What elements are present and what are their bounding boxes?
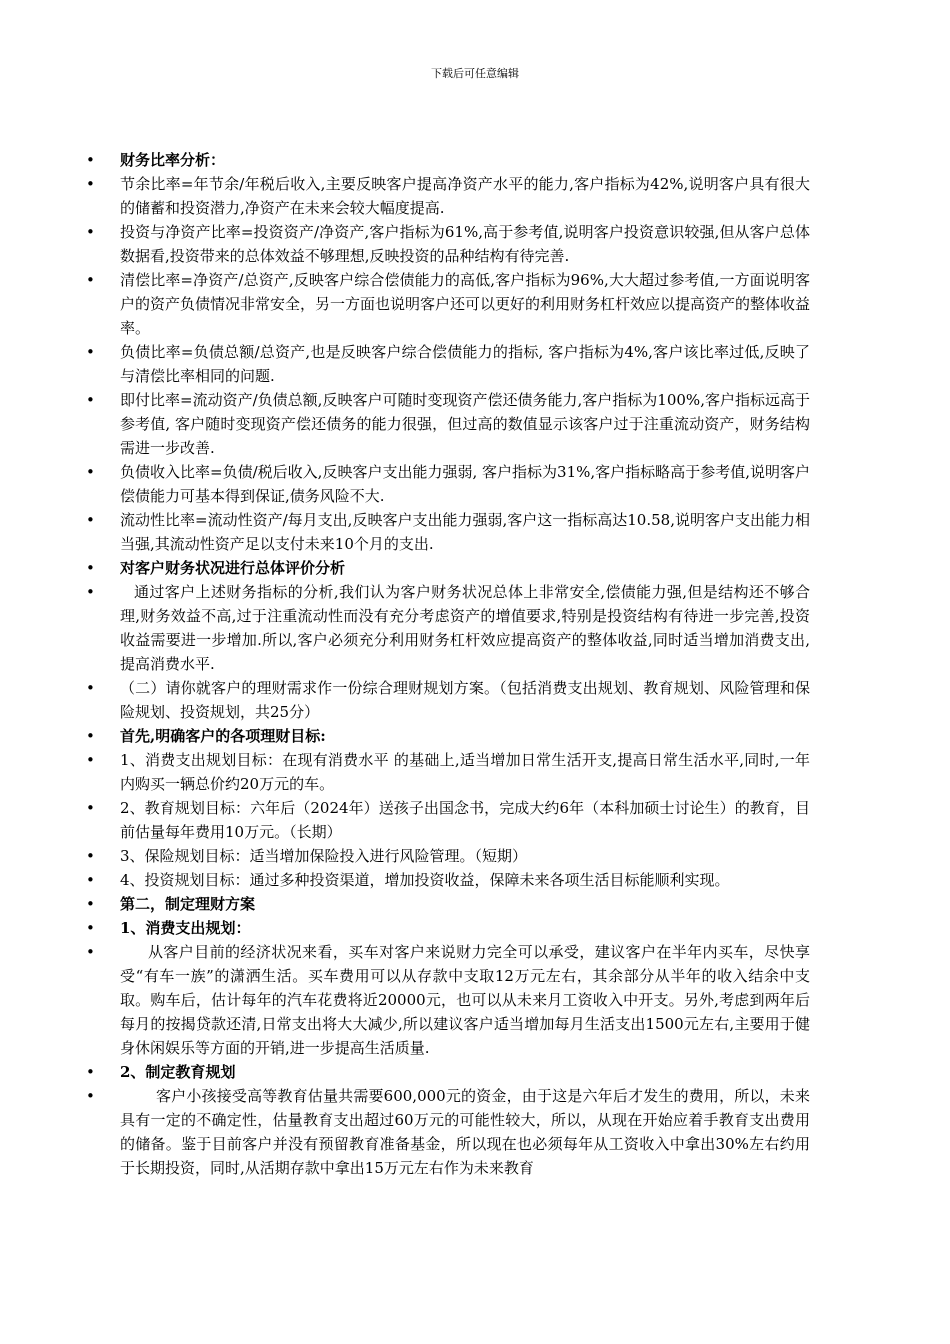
section-heading-text: 首先,明确客户的各项理财目标: bbox=[120, 727, 326, 745]
section-heading bbox=[86, 1060, 810, 1084]
paragraph-text: 负债收入比率=负债/税后收入,反映客户支出能力强弱, 客户指标为31%,客户指标略高于参考值,说明客户偿债能力可基本得到保证,债务风险不大. bbox=[120, 463, 810, 505]
paragraph-text: 3、保险规划目标：适当增加保险投入进行风险管理。（短期） bbox=[120, 847, 528, 865]
paragraph-text: 客户小孩接受高等教育估量共需要600,000元的资金，由于这是六年后才发生的费用，所以，未来具有一定的不确定性，估量教育支出超过60万元的可能性较大，所以，从现在开始应着手教育支出费用的储备。鉴于目前客户并没有预留教育准备基金，所以现在也必须每年从工资收入中拿出30%左右约用于长期投资，同时,从活期存款中拿出15万元左右作为未来教育 bbox=[120, 1087, 810, 1177]
list-item bbox=[86, 844, 810, 868]
section-heading-text: 财务比率分析： bbox=[120, 151, 226, 169]
bullet-icon: • bbox=[86, 1063, 95, 1081]
section-heading bbox=[86, 556, 810, 580]
bullet-icon: • bbox=[86, 151, 95, 169]
bullet-icon: • bbox=[86, 511, 95, 529]
list-item bbox=[86, 868, 810, 892]
paragraph-text: 投资与净资产比率=投资资产/净资产,客户指标为61%,高于参考值,说明客户投资意识较强,但从客户总体数据看,投资带来的总体效益不够理想,反映投资的品种结构有待完善. bbox=[120, 223, 810, 265]
paragraph-text: 节余比率=年节余/年税后收入,主要反映客户提高净资产水平的能力,客户指标为42%,说明客户具有很大的储蓄和投资潜力,净资产在未来会较大幅度提高. bbox=[120, 175, 810, 217]
bullet-icon: • bbox=[86, 1087, 95, 1105]
bullet-icon: • bbox=[86, 175, 95, 193]
bullet-icon: • bbox=[86, 391, 95, 409]
paragraph-text: 从客户目前的经济状况来看，买车对客户来说财力完全可以承受，建议客户在半年内买车，尽快享受“有车一族”的潇洒生活。买车费用可以从存款中支取12万元左右，其余部分从半年的收入结余中支取。购车后，估计每年的汽车花费将近20000元，也可以从未来月工资收入中开支。另外,考虑到两年后每月的按揭贷款还清,日常支出将大大减少,所以建议客户适当增加每月生活支出1500元左右,主要用于健身休闲娱乐等方面的开销,进一步提高生活质量. bbox=[120, 943, 810, 1057]
page-header-note: 下载后可任意编辑 bbox=[431, 67, 519, 80]
section-heading-text: 对客户财务状况进行总体评价分析 bbox=[120, 559, 346, 577]
list-item bbox=[86, 580, 810, 676]
list-item bbox=[86, 460, 810, 508]
section-heading bbox=[86, 148, 810, 172]
list-item bbox=[86, 748, 810, 796]
paragraph-text: 通过客户上述财务指标的分析,我们认为客户财务状况总体上非常安全,偿债能力强,但是结构还不够合理,财务效益不高,过于注重流动性而没有充分考虑资产的增值要求,特别是投资结构有待进一步完善,投资收益需要进一步增加.所以,客户必须充分利用财务杠杆效应提高资产的整体收益,同时适当增加消费支出,提高消费水平. bbox=[120, 583, 810, 673]
list-item bbox=[86, 268, 810, 340]
section-heading-text: 第二，制定理财方案 bbox=[120, 895, 256, 913]
bullet-icon: • bbox=[86, 559, 95, 577]
bullet-icon: • bbox=[86, 343, 95, 361]
bullet-icon: • bbox=[86, 895, 95, 913]
paragraph-text: 4、投资规划目标：通过多种投资渠道，增加投资收益，保障未来各项生活目标能顺利实现。 bbox=[120, 871, 730, 889]
bullet-icon: • bbox=[86, 943, 95, 961]
paragraph-text: 1、消费支出规划目标：在现有消费水平 的基础上,适当增加日常生活开支,提高日常生活水平,同时,一年内购买一辆总价约20万元的车。 bbox=[120, 751, 810, 793]
paragraph-text: 清偿比率=净资产/总资产,反映客户综合偿债能力的高低,客户指标为96%,大大超过参考值,一方面说明客户的资产负债情况非常安全，另一方面也说明客户还可以更好的利用财务杠杆效应以提高资产的整体收益率。 bbox=[120, 271, 811, 337]
bullet-icon: • bbox=[86, 727, 95, 745]
paragraph-text: 负债比率=负债总额/总资产,也是反映客户综合偿债能力的指标, 客户指标为4%,客户该比率过低,反映了与清偿比率相同的问题. bbox=[120, 343, 810, 385]
list-item bbox=[86, 340, 810, 388]
bullet-icon: • bbox=[86, 271, 95, 289]
paragraph-text: 即付比率=流动资产/负债总额,反映客户可随时变现资产偿还债务能力,客户指标为100%,客户指标远高于参考值, 客户随时变现资产偿还债务的能力很强，但过高的数值显示该客户过于注重流动资产，财务结构需进一步改善. bbox=[120, 391, 810, 457]
section-heading-text: 1、消费支出规划： bbox=[120, 919, 251, 937]
bullet-icon: • bbox=[86, 919, 95, 937]
paragraph-text: 2、教育规划目标：六年后（2024年）送孩子出国念书，完成大约6年（本科加硕士讨论生）的教育，目前估量每年费用10万元。（长期） bbox=[120, 799, 810, 841]
list-item bbox=[86, 508, 810, 556]
list-item bbox=[86, 940, 810, 1060]
bullet-icon: • bbox=[86, 847, 95, 865]
bullet-icon: • bbox=[86, 799, 95, 817]
bullet-icon: • bbox=[86, 871, 95, 889]
list-item bbox=[86, 676, 810, 724]
document-body bbox=[86, 148, 810, 1180]
bullet-icon: • bbox=[86, 463, 95, 481]
list-item bbox=[86, 796, 810, 844]
paragraph-text: （二）请你就客户的理财需求作一份综合理财规划方案。（包括消费支出规划、教育规划、风险管理和保险规划、投资规划，共25分） bbox=[120, 679, 810, 721]
bullet-icon: • bbox=[86, 583, 95, 601]
section-heading bbox=[86, 892, 810, 916]
section-heading bbox=[86, 916, 810, 940]
paragraph-text: 流动性比率=流动性资产/每月支出,反映客户支出能力强弱,客户这一指标高达10.58,说明客户支出能力相当强,其流动性资产足以支付未来10个月的支出. bbox=[120, 511, 810, 553]
bullet-icon: • bbox=[86, 223, 95, 241]
list-item bbox=[86, 1084, 810, 1180]
list-item bbox=[86, 388, 810, 460]
list-item bbox=[86, 220, 810, 268]
section-heading-text: 2、制定教育规划 bbox=[120, 1063, 236, 1081]
list-item bbox=[86, 172, 810, 220]
section-heading bbox=[86, 724, 810, 748]
bullet-icon: • bbox=[86, 751, 95, 769]
bullet-icon: • bbox=[86, 679, 95, 697]
